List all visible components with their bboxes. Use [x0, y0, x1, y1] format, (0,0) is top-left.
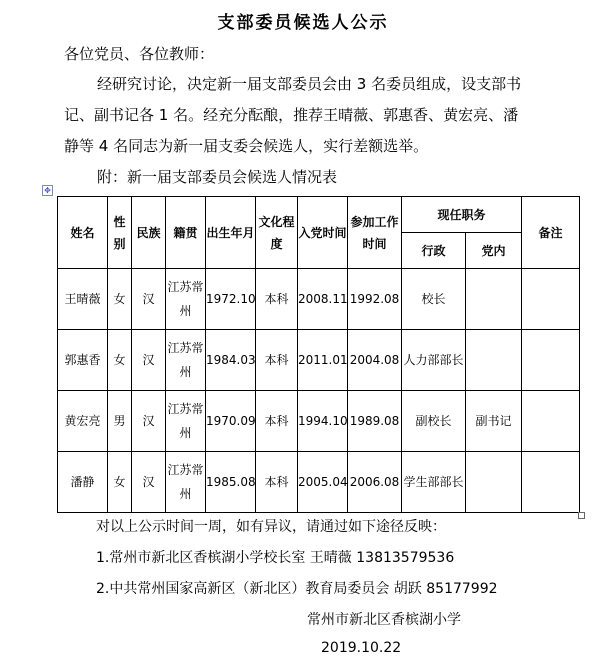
cell-ethnicity: 汉 — [132, 330, 166, 391]
cell-gender: 女 — [108, 330, 132, 391]
cell-gender: 女 — [108, 452, 132, 513]
header-remarks: 备注 — [522, 197, 580, 269]
cell-party-join: 2008.11 — [298, 269, 348, 330]
greeting: 各位党员、各位教师： — [64, 45, 215, 63]
body-line-1: 经研究讨论，决定新一届支部委员会由 3 名委员组成，设支部书 — [97, 75, 522, 93]
cell-party-join: 2011.01 — [298, 330, 348, 391]
contact-line-1: 1.常州市新北区香槟湖小学校长室 王晴薇 13813579536 — [96, 550, 455, 566]
header-native-place: 籍贯 — [166, 197, 206, 269]
header-gender: 性别 — [108, 197, 132, 269]
cell-native-place: 江苏常州 — [166, 330, 206, 391]
candidate-table — [57, 196, 580, 513]
signature: 常州市新北区香槟湖小学 — [307, 612, 461, 628]
header-admin: 行政 — [402, 233, 466, 269]
cell-native-place: 江苏常州 — [166, 391, 206, 452]
table-row — [58, 452, 580, 513]
cell-party: 副书记 — [466, 391, 522, 452]
cell-education: 本科 — [256, 330, 298, 391]
notice-text: 对以上公示时间一周，如有异议，请通过如下途径反映： — [96, 519, 446, 535]
body-line-3: 静等 4 名同志为新一届支委会候选人，实行差额选举。 — [64, 137, 429, 155]
cell-native-place: 江苏常州 — [166, 452, 206, 513]
cell-admin: 副校长 — [402, 391, 466, 452]
cell-work-start: 1989.08 — [348, 391, 402, 452]
cell-ethnicity: 汉 — [132, 269, 166, 330]
cell-birth: 1985.08 — [206, 452, 256, 513]
body-line-2: 记、副书记各 1 名。经充分酝酿，推荐王晴薇、郭惠香、黄宏亮、潘 — [64, 106, 519, 124]
cell-admin: 人力部部长 — [402, 330, 466, 391]
table-row — [58, 330, 580, 391]
header-ethnicity: 民族 — [132, 197, 166, 269]
cell-work-start: 1992.08 — [348, 269, 402, 330]
cell-party — [466, 452, 522, 513]
header-party-join: 入党时间 — [298, 197, 348, 269]
cell-party — [466, 330, 522, 391]
cell-work-start: 2004.08 — [348, 330, 402, 391]
cell-work-start: 2006.08 — [348, 452, 402, 513]
cell-education: 本科 — [256, 269, 298, 330]
header-position: 现任职务 — [402, 197, 522, 233]
cell-ethnicity: 汉 — [132, 452, 166, 513]
date: 2019.10.22 — [321, 640, 402, 656]
table-row — [58, 391, 580, 452]
page-title: 支部委员候选人公示 — [217, 13, 389, 33]
table-resize-handle[interactable] — [578, 512, 585, 519]
attachment-label: 附：新一届支部委员会候选人情况表 — [97, 168, 338, 186]
header-education: 文化程度 — [256, 197, 298, 269]
cell-gender: 女 — [108, 269, 132, 330]
cell-birth: 1984.03 — [206, 330, 256, 391]
table-row — [58, 269, 580, 330]
cell-name: 潘静 — [58, 452, 108, 513]
header-birth: 出生年月 — [206, 197, 256, 269]
cell-party-join: 2005.04 — [298, 452, 348, 513]
cell-name: 郭惠香 — [58, 330, 108, 391]
cell-remarks — [522, 330, 580, 391]
cell-remarks — [522, 391, 580, 452]
header-name: 姓名 — [58, 197, 108, 269]
cell-ethnicity: 汉 — [132, 391, 166, 452]
cell-name: 黄宏亮 — [58, 391, 108, 452]
cell-native-place: 江苏常州 — [166, 269, 206, 330]
cell-birth: 1970.09 — [206, 391, 256, 452]
cell-admin: 校长 — [402, 269, 466, 330]
cell-party — [466, 269, 522, 330]
header-work-start: 参加工作时间 — [348, 197, 402, 269]
header-party: 党内 — [466, 233, 522, 269]
cell-birth: 1972.10 — [206, 269, 256, 330]
cell-gender: 男 — [108, 391, 132, 452]
cell-admin: 学生部部长 — [402, 452, 466, 513]
cell-remarks — [522, 269, 580, 330]
cell-party-join: 1994.10 — [298, 391, 348, 452]
cell-education: 本科 — [256, 452, 298, 513]
cell-education: 本科 — [256, 391, 298, 452]
cell-name: 王晴薇 — [58, 269, 108, 330]
table-move-handle-icon[interactable]: ✥ — [42, 185, 53, 196]
cell-remarks — [522, 452, 580, 513]
contact-line-2: 2.中共常州国家高新区（新北区）教育局委员会 胡跃 85177992 — [96, 581, 498, 597]
